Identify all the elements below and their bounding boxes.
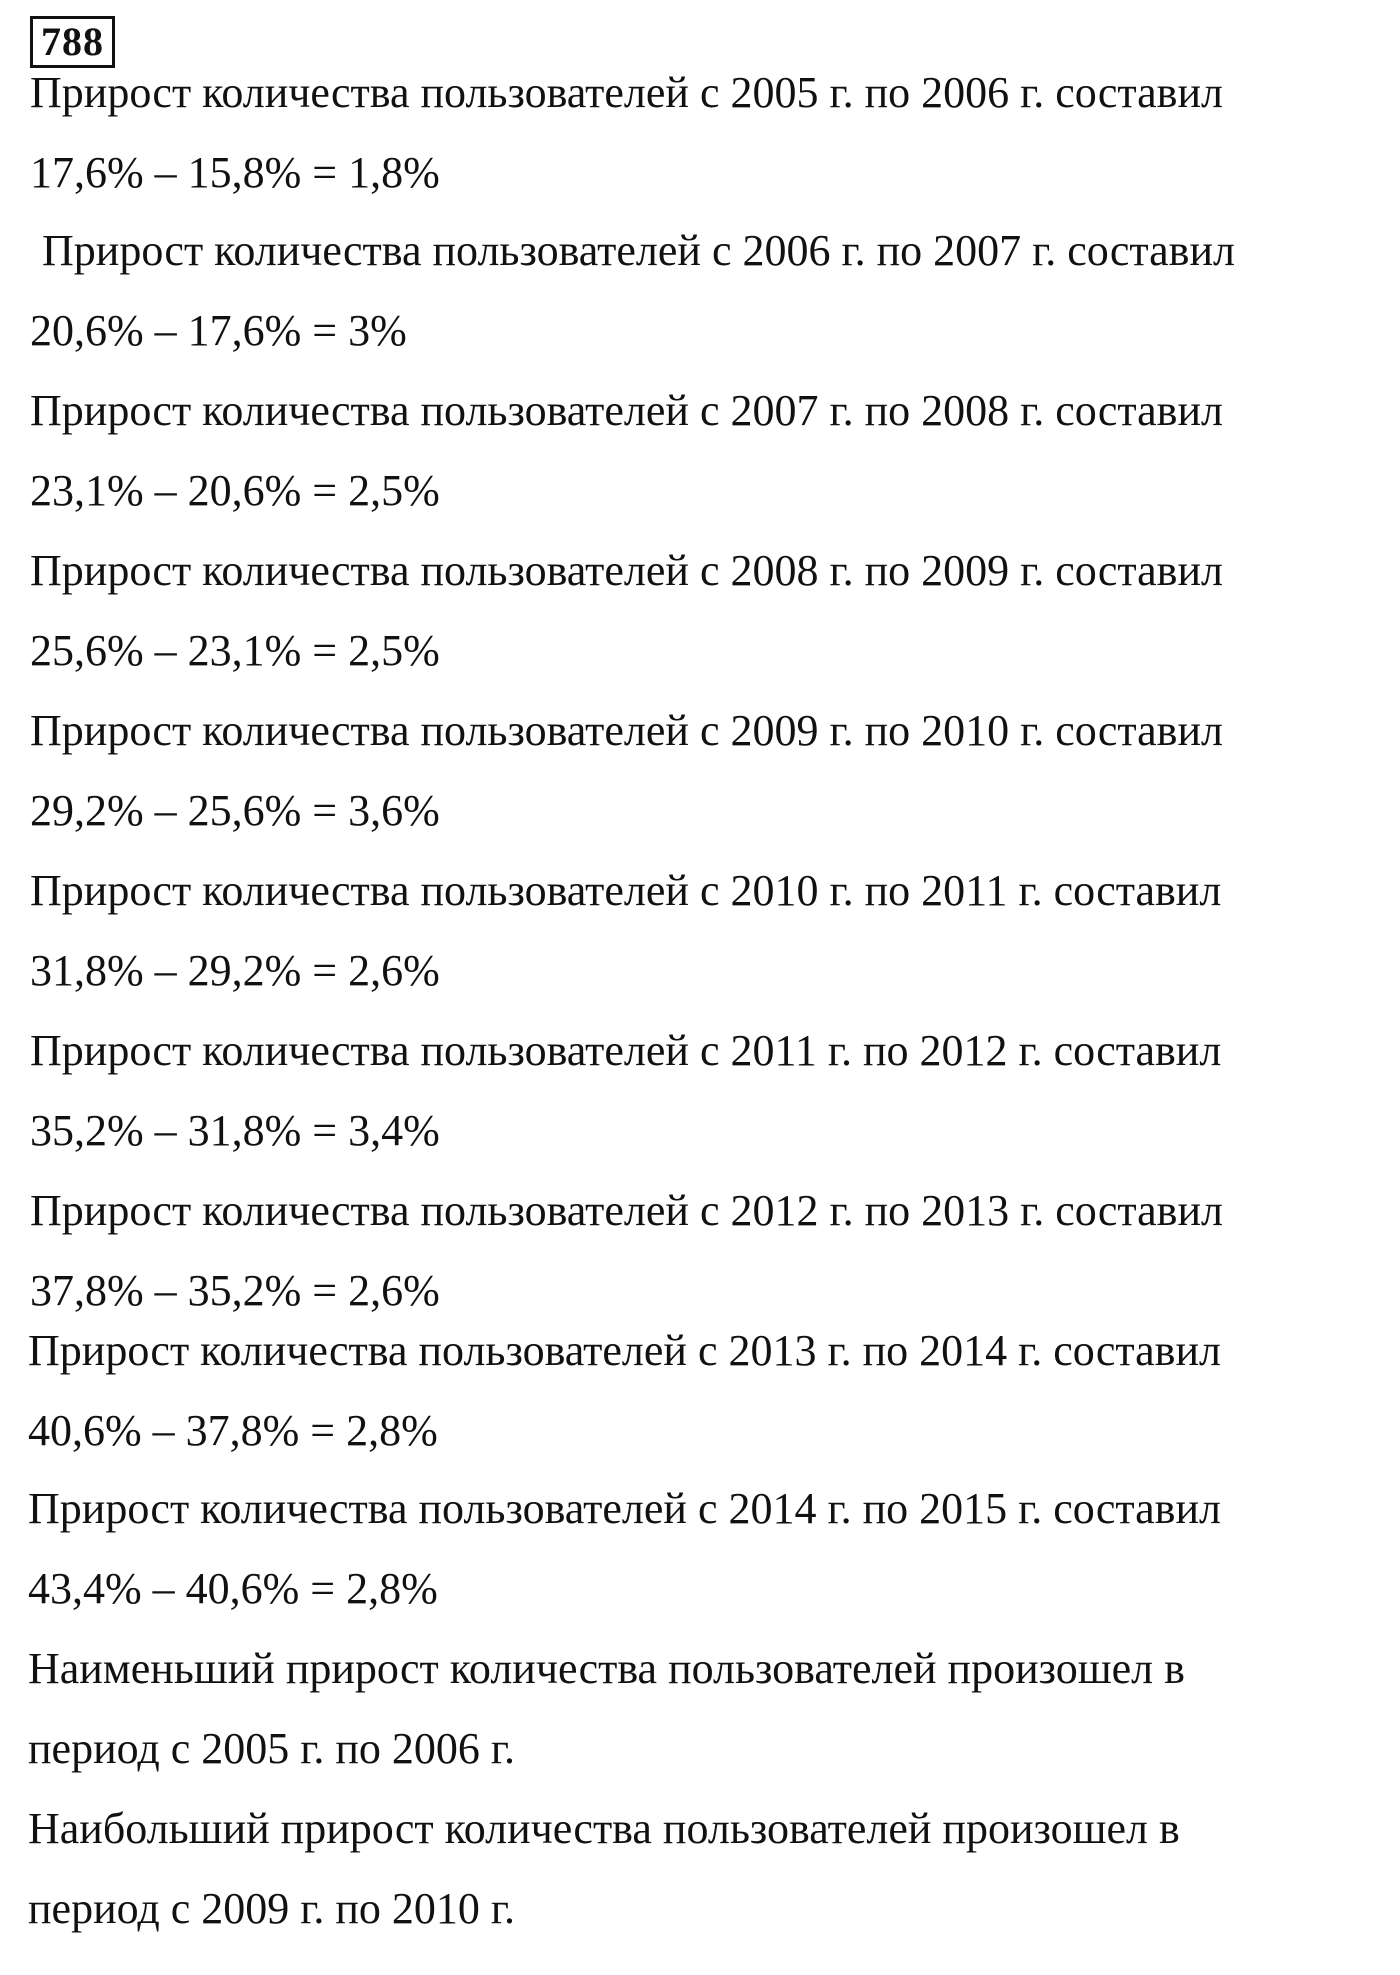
calculation-line: 40,6% – 37,8% = 2,8% [28, 1406, 438, 1455]
calculation-line: 35,2% – 31,8% = 3,4% [30, 1106, 440, 1155]
statement-line: Прирост количества пользователей с 2010 г. по 2011 г. составил [30, 866, 1222, 915]
statement-line: Прирост количества пользователей с 2008 г. по 2009 г. составил [30, 546, 1223, 595]
problem-number-box: 788 [30, 16, 115, 68]
calculation-line: 17,6% – 15,8% = 1,8% [30, 148, 440, 197]
calculation-line: 29,2% – 25,6% = 3,6% [30, 786, 440, 835]
statement-line: Прирост количества пользователей с 2012 г. по 2013 г. составил [30, 1186, 1223, 1235]
calculation-line: 43,4% – 40,6% = 2,8% [28, 1564, 438, 1613]
statement-line: Прирост количества пользователей с 2007 г. по 2008 г. составил [30, 386, 1223, 435]
conclusion-line: период с 2009 г. по 2010 г. [28, 1884, 515, 1933]
calculation-line: 31,8% – 29,2% = 2,6% [30, 946, 440, 995]
statement-line: Прирост количества пользователей с 2009 г. по 2010 г. составил [30, 706, 1223, 755]
conclusion-line: Наибольший прирост количества пользователей произошел в [28, 1804, 1180, 1853]
conclusion-line: Наименьший прирост количества пользователей произошел в [28, 1644, 1185, 1693]
statement-line: Прирост количества пользователей с 2013 г. по 2014 г. составил [28, 1326, 1221, 1375]
statement-line: Прирост количества пользователей с 2005 г. по 2006 г. составил [30, 68, 1223, 117]
calculation-line: 23,1% – 20,6% = 2,5% [30, 466, 440, 515]
statement-line: Прирост количества пользователей с 2011 г. по 2012 г. составил [30, 1026, 1222, 1075]
statement-line: Прирост количества пользователей с 2006 г. по 2007 г. составил [42, 226, 1235, 275]
calculation-line: 20,6% – 17,6% = 3% [30, 306, 407, 355]
calculation-line: 25,6% – 23,1% = 2,5% [30, 626, 440, 675]
calculation-line: 37,8% – 35,2% = 2,6% [30, 1266, 440, 1315]
conclusion-line: период с 2005 г. по 2006 г. [28, 1724, 515, 1773]
statement-line: Прирост количества пользователей с 2014 г. по 2015 г. составил [28, 1484, 1221, 1533]
